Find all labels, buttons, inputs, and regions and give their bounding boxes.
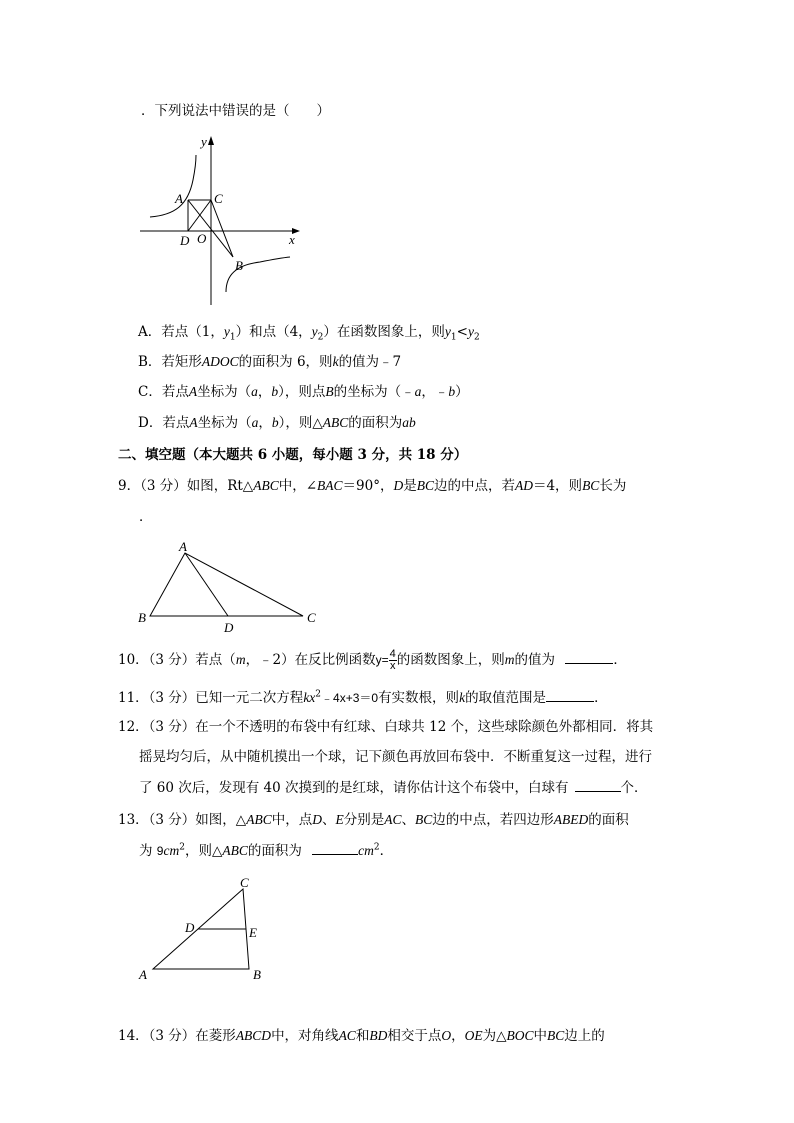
fraction-4-over-x: $\frac{4}{x}$ <box>389 648 396 672</box>
label-y-axis: y <box>201 134 207 149</box>
q10-text: 10．（3 分）若点（m，﹣2）在反比例函数y= $\frac{4}{x}$ 的函数图象上，则m的值为 ． <box>118 648 627 672</box>
label-A: A <box>175 191 183 206</box>
q8-option-a: A．若点（1，$y_1$）和点（4，$y_2$）在函数图象上，则$y_1<y_2$ <box>138 324 480 343</box>
q9-continuation: ． <box>139 509 153 525</box>
q14-text: 14．（3 分）在菱形ABCD中，对角线AC和BD相交于点O，OE为△BOC中BC边上的 <box>118 1028 605 1044</box>
q8-option-d: D．若点A坐标为（a，b），则△ABC的面积为ab <box>138 415 416 431</box>
label-C: C <box>214 191 223 206</box>
label-B: B <box>253 967 261 982</box>
label-A: A <box>179 539 187 554</box>
q13-line-2: 为 $9cm^2$，则△ABC的面积为 $cm^2$． <box>139 840 393 861</box>
label-C: C <box>240 875 249 890</box>
q12-line-2: 摇晃均匀后，从中随机摸出一个球，记下颜色再放回布袋中．不断重复这一过程，进行 <box>139 749 652 765</box>
q11-text: 11．（3 分）已知一元二次方程$kx^2﹣4x+3=0$有实数根，则k的取值范围是 ． <box>118 687 608 708</box>
q8-stem: ．下列说法中错误的是（ ） <box>141 103 330 119</box>
section-heading: 二、填空题（本大题共 6 小题，每小题 3 分，共 18 分） <box>118 447 468 463</box>
q8-option-b: B．若矩形ADOC的面积为 6，则k的值为﹣7 <box>138 354 402 370</box>
label-B: B <box>138 610 146 625</box>
q13-line-1: 13．（3 分）如图，△ABC中，点D、E分别是AC、BC边的中点，若四边形ABED的面积 <box>118 812 629 828</box>
q12-line-3: 了 60 次后，发现有 40 次摸到的是红球，请你估计这个布袋中，白球有 个． <box>139 777 648 798</box>
label-B: B <box>235 258 243 273</box>
label-D: D <box>185 920 195 935</box>
label-C: C <box>307 610 316 625</box>
label-A: A <box>139 967 147 982</box>
label-O: O <box>197 231 207 246</box>
label-E: E <box>249 925 257 940</box>
label-D: D <box>224 620 234 635</box>
q8-option-c: C．若点A坐标为（a，b），则点B的坐标为（﹣a，﹣b） <box>138 384 469 400</box>
q12-line-1: 12．（3 分）在一个不透明的布袋中有红球、白球共 12 个，这些球除颜色外都相同．将其 <box>118 719 654 735</box>
q9-text: 9．（3 分）如图，Rt△ABC中，∠BAC＝90°，D是BC边的中点，若AD＝4，则BC长为 <box>118 478 627 494</box>
label-D: D <box>180 233 190 248</box>
label-x-axis: x <box>289 232 295 247</box>
